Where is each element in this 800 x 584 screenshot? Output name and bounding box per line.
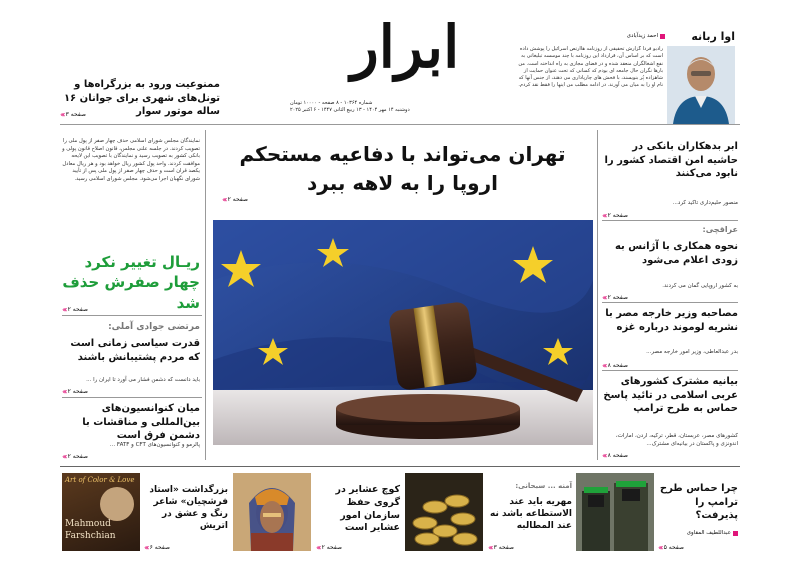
arrows-icon: ››› [62,387,66,396]
left-body-b: باید دانست که دشمن فشار می آورد تا ایران را ... [86,377,200,383]
right-s4-headline[interactable]: بیانیه مشترک کشورهای عربی اسلامی در تائید پاسخ حماس به طرح ترامپ [603,376,738,414]
b3-page-ref[interactable]: صفحه ۲ ››› [316,543,342,552]
right-s1-page-ref[interactable]: صفحه ۲ ››› [602,211,628,220]
right-s3-headline[interactable]: مصاحبه وزیر خارجه مصر با نشریه لوموند درباره غزه [605,308,738,333]
main-headline[interactable]: تهران می‌تواند با دفاعیه مستحکم اروپا را به لاهه ببرد [239,142,566,195]
right-s2-kicker: عراقچی: [702,225,738,234]
issue-info: شماره ۱۰۳۶۴ - ۸ صفحه - ۱۰۰۰۰ تومان دوشنبه ۱۴ مهر ۱۴۰۴ - ۱۳ ربیع الثانی ۱۴۴۷ - ۶ اکتبر ۲۰۲۵ [290,100,410,114]
b1-author: عبداللطیف المقاوی [658,530,738,536]
poster-tagline: Art of Color & Love [65,476,135,484]
left-page-ref-c[interactable]: صفحه ۲ ››› [62,452,88,461]
top-left-headline[interactable]: ممنوعیت ورود به بزرگراه‌ها و تونل‌های شهری برای جوانان ۱۶ ساله موتور سوار [63,79,220,117]
right-s4-page-ref[interactable]: صفحه ۸ ››› [602,451,628,460]
arrows-icon: ››› [602,211,606,220]
right-s2-headline[interactable]: نحوه همکاری با آژانس به زودی اعلام می‌شود [614,241,738,266]
poster-name-1: Mahmoud [65,519,111,529]
arrows-icon: ››› [62,452,66,461]
main-page-ref[interactable]: صفحه ۲ ››› [222,195,248,204]
columnist-portrait [667,46,735,124]
b2-page-ref[interactable]: صفحه ۳ ››› [488,543,514,552]
b2-kicker: آمنه ... سبحانی: [515,482,572,490]
b4-poster-farshchian [62,473,140,551]
poster-portrait [100,487,134,521]
poster-name-2: Farshchian [65,531,116,541]
b3-headline[interactable]: کوچ عشایر در گروی حفظ سازمان امور عشایر است [335,484,400,534]
columnist-title: اوا ربانه [691,30,735,43]
right-s3-page-ref[interactable]: صفحه ۸ ››› [602,361,628,370]
b1-headline[interactable]: چرا حماس طرح ترامپ را پذیرفت؟ [659,483,738,521]
left-green-headline[interactable]: ریـال تغییر نکرد چهار صفرش حذف شد [62,253,200,312]
columnist-author-tag: احمد زیدآبادی [627,33,665,39]
left-body-c: پالرمو و کنوانسیون‌های CFT و FATF ... [109,442,200,448]
b1-photo-fighters [576,473,654,551]
arrows-icon: ››› [602,361,606,370]
right-s1-headline[interactable]: ابر بدهکاران بانکی در حاشیه امن اقتصاد کشور را نابود می‌کنند [604,141,738,179]
right-s2-page-ref[interactable]: صفحه ۲ ››› [602,293,628,302]
arrows-icon: ››› [144,543,148,552]
right-s4-body: کشورهای مصر، عربستان، قطر، ترکیه، اردن، امارات، اندونزی و پاکستان در بیانیه‌ای مشترک... [615,433,738,447]
b1-page-ref[interactable]: صفحه ۵ ››› [658,543,684,552]
arrows-icon: ››› [222,195,226,204]
left-brief: نمایندگان مجلس شورای اسلامی حذف چهار صفر از پول ملی را تصویب کردند. در جلسه علنی مجلس، قانون اصلاح قانون پولی و بانکی کشور به تصویب رسید و نمایندگان با تصویب این لایحه موافقت کردند. واحد پول کشور ریال خواهد بود و هر ریال معادل یکصد قران است و حذف چهار صفر از پول ملی پس از تأیید شورای نگهبان اجرا می‌شود. مجلس شورای اسلامی رسید. [62,138,200,182]
arrows-icon: ››› [602,293,606,302]
b2-headline[interactable]: مهریه باید عند الاستطاعه باشد نه عند المطالبه [490,497,572,532]
left-headline-c[interactable]: میان کنوانسیون‌های بین‌المللی و مناقشات با دشمن فرق است [82,403,200,441]
left-headline-b[interactable]: قدرت سیاسی زمانی است که مردم پشتیبانش باشند [70,338,200,363]
masthead-logo: ابرار [350,13,460,81]
right-s1-author: منصور حلیم‌داری تاکید کرد... [672,200,738,206]
arrows-icon: ››› [658,543,662,552]
arrows-icon: ››› [488,543,492,552]
arrows-icon: ››› [316,543,320,552]
bullet-icon [733,531,738,536]
main-photo-gavel-eu-flag [213,220,593,445]
right-s3-body: بدر عبدالعاطی، وزیر امور خارجه مصر... [646,349,738,355]
top-left-page-ref[interactable]: صفحه ۳ ››› [60,110,86,119]
bullet-icon [660,34,665,39]
arrows-icon: ››› [602,451,606,460]
left-page-ref-b[interactable]: صفحه ۲ ››› [62,387,88,396]
b3-photo-nomad-woman [233,473,311,551]
b4-headline[interactable]: بزرگداشت «استاد فرشچیان» شاعر رنگ و عشق در اتریش [149,485,228,532]
b2-photo-gold-coins [405,473,483,551]
arrows-icon: ››› [62,305,66,314]
left-page-ref-a[interactable]: صفحه ۲ ››› [62,305,88,314]
arrows-icon: ››› [60,110,64,119]
right-s2-body: به کشور اروپایی گمان می کردند. [662,283,738,289]
b4-page-ref[interactable]: صفحه ۶ ››› [144,543,170,552]
columnist-box [490,28,735,124]
columnist-body: رادیو فردا گزارش تحقیقی از روزنامه هاآرتص اسرائیل را پوشش داده است که بر اساس آن، قرارداد این روزنامه با چند موسسه تبلیغاتی به نفع اشغالگران منعقد شده و در فضای مجازی به راه انداخته است. من بارها نگران حال جامعه ای بودم که کسانی که تحت عنوان حمایت از شاهزاده پُر بنویسند، با فحش های چارپاداری می دهند، از جنس آنها که نام او را به میان می آورند. در ادامه مطلب من اینها را فقط نقد کردم. [518,46,663,89]
left-kicker: مرتضی جوادی آملی: [108,322,200,332]
